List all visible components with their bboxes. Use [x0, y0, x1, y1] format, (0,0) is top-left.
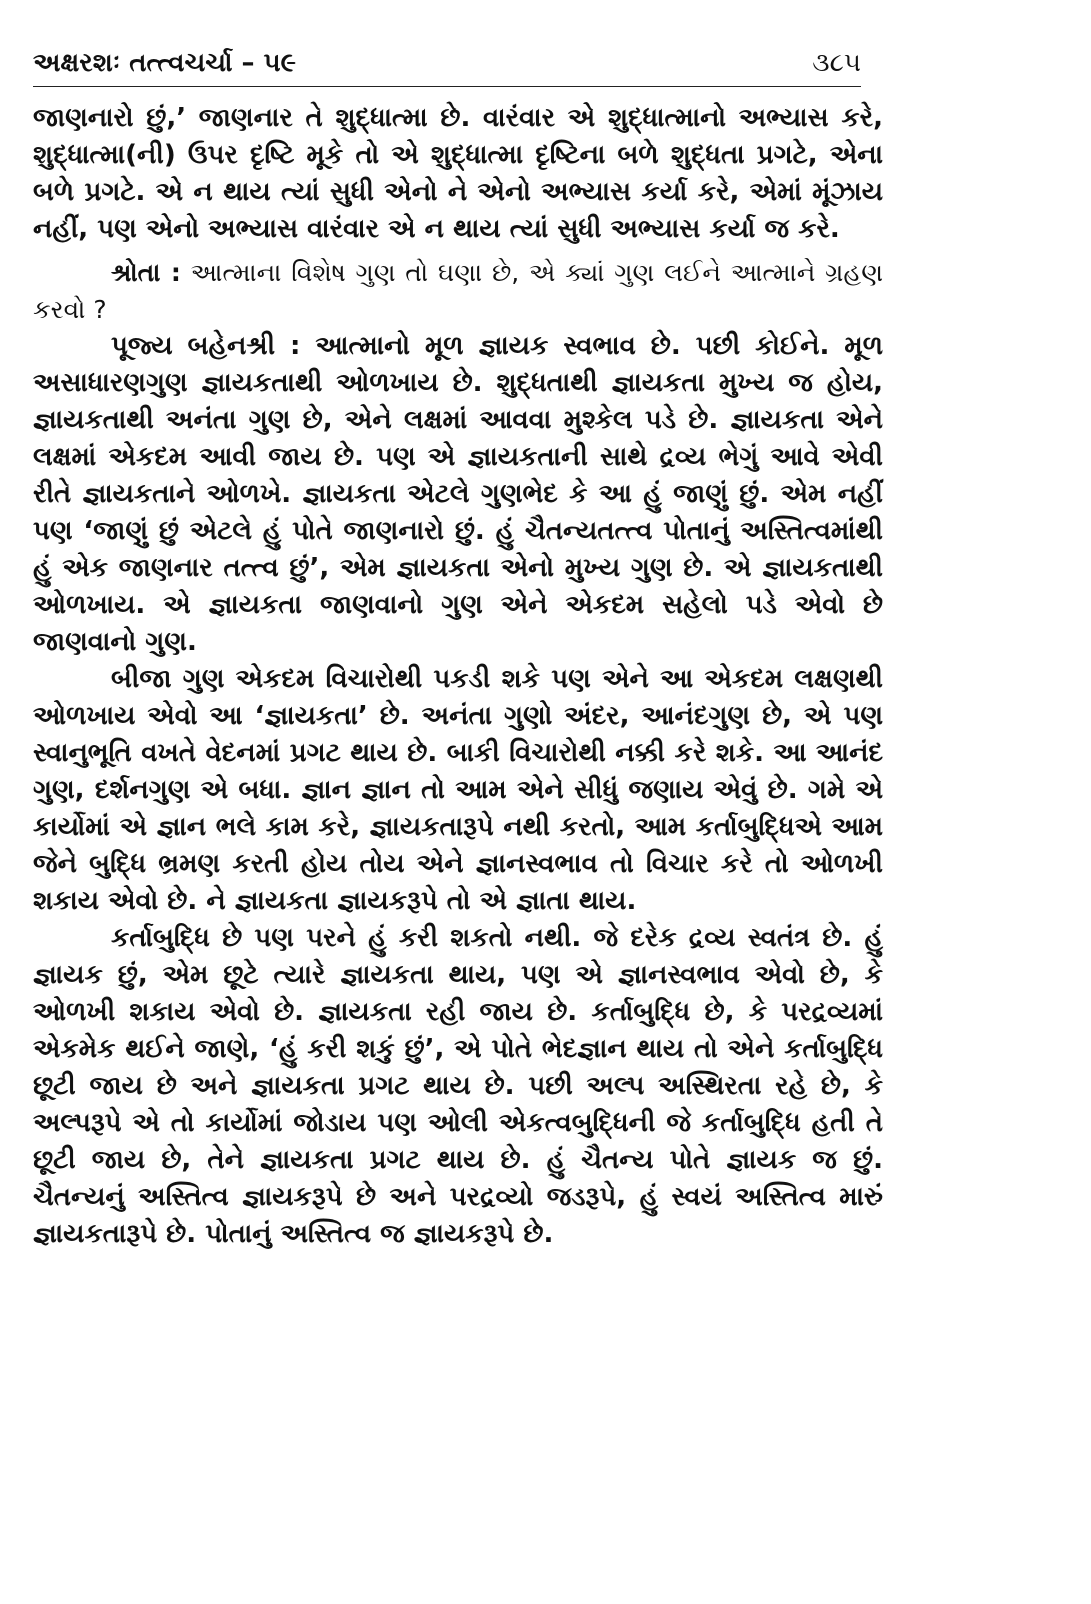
- header-title: અક્ષરશઃ તત્ત્વચર્ચા – ૫૯: [33, 48, 297, 78]
- paragraph: [33, 100, 883, 248]
- paragraph: [33, 920, 883, 1253]
- paragraph-text: આત્માના વિશેષ ગુણ તો ઘણા છે, એ ક્યાં ગુણ લઈને આત્માને ગ્રહણ કરવો ?: [33, 258, 883, 324]
- page-body: [33, 100, 883, 1253]
- question-paragraph: [33, 254, 883, 328]
- paragraph-text: બીજા ગુણ એકદમ વિચારોથી પકડી શકે પણ એને આ એકદમ લક્ષણથી ઓળખાય એવો આ ‘જ્ઞાયકતા’ છે. અનંતા ગુણો અંદર, આનંદગુણ છે, એ પણ સ્વાનુભૂતિ વખતે વેદનમાં પ્રગટ થાય છે. બાકી વિચારોથી નક્કી કરે શકે. આ આનંદ ગુણ, દર્શનગુણ એ બધા. જ્ઞાન જ્ઞાન તો આમ એને સીધું જણાય એવું છે. ગમે એ કાર્યોમાં એ જ્ઞાન ભલે કામ કરે, જ્ઞાયકતારૂપે નથી કરતો, આમ કર્તાબુદ્ધિએ આમ જેને બુદ્ધિ ભ્રમણ કરતી હોય તોય એને જ્ઞાનસ્વભાવ તો વિચાર કરે તો ઓળખી શકાય એવો છે. ને જ્ઞાયકતા જ્ઞાયકરૂપે તો એ જ્ઞાતા થાય.: [33, 664, 883, 916]
- paragraph-text: આત્માનો મૂળ જ્ઞાયક સ્વભાવ છે. પછી કોઈને. મૂળ અસાધારણગુણ જ્ઞાયકતાથી ઓળખાય છે. શુદ્ધતાથી જ્ઞાયકતા મુખ્ય જ હોય, જ્ઞાયકતાથી અનંતા ગુણ છે, એને લક્ષમાં આવવા મુશ્કેલ પડે છે. જ્ઞાયકતા એને લક્ષમાં એકદમ આવી જાય છે. પણ એ જ્ઞાયકતાની સાથે દ્રવ્ય ભેગું આવે એવી રીતે જ્ઞાયકતાને ઓળખે. જ્ઞાયકતા એટલે ગુણભેદ કે આ હું જાણું છું. એમ નહીં પણ ‘જાણું છું એટલે હું પોતે જાણનારો છું. હું ચૈતન્યતત્ત્વ પોતાનું અસ્તિત્વમાંથી હું એક જાણનાર તત્ત્વ છું’, એમ જ્ઞાયકતા એનો મુખ્ય ગુણ છે. એ જ્ઞાયકતાથી ઓળખાય. એ જ્ઞાયકતા જાણવાનો ગુણ એને એકદમ સહેલો પડે એવો છે જાણવાનો ગુણ.: [33, 331, 883, 657]
- page-number: ૩૮૫: [812, 48, 861, 78]
- answer-paragraph: [33, 328, 883, 661]
- running-header: [33, 46, 861, 87]
- speaker-label: શ્રોતા :: [111, 258, 181, 287]
- paragraph-text: જાણનારો છું,’ જાણનાર તે શુદ્ધાત્મા છે. વારંવાર એ શુદ્ધાત્માનો અભ્યાસ કરે, શુદ્ધાત્મા(ની) ઉપર દૃષ્ટિ મૂકે તો એ શુદ્ધાત્મા દૃષ્ટિના બળે શુદ્ધતા પ્રગટે, એના બળે પ્રગટે. એ ન થાય ત્યાં સુધી એનો ને એનો અભ્યાસ કર્યા કરે, એમાં મૂંઝાય નહીં, પણ એનો અભ્યાસ વારંવાર એ ન થાય ત્યાં સુધી અભ્યાસ કર્યા જ કરે.: [33, 103, 883, 244]
- paragraph-text: કર્તાબુદ્ધિ છે પણ પરને હું કરી શકતો નથી. જે દરેક દ્રવ્ય સ્વતંત્ર છે. હું જ્ઞાયક છું, એમ છૂટે ત્યારે જ્ઞાયકતા થાય, પણ એ જ્ઞાનસ્વભાવ એવો છે, કે ઓળખી શકાય એવો છે. જ્ઞાયકતા રહી જાય છે. કર્તાબુદ્ધિ છે, કે પરદ્રવ્યમાં એકમેક થઈને જાણે, ‘હું કરી શકું છું’, એ પોતે ભેદજ્ઞાન થાય તો એને કર્તાબુદ્ધિ છૂટી જાય છે અને જ્ઞાયકતા પ્રગટ થાય છે. પછી અલ્પ અસ્થિરતા રહે છે, કે અલ્પરૂપે એ તો કાર્યોમાં જોડાય પણ ઓલી એકત્વબુદ્ધિની જે કર્તાબુદ્ધિ હતી તે છૂટી જાય છે, તેને જ્ઞાયકતા પ્રગટ થાય છે. હું ચૈતન્ય પોતે જ્ઞાયક જ છું. ચૈતન્યનું અસ્તિત્વ જ્ઞાયકરૂપે છે અને પરદ્રવ્યો જડરૂપે, હું સ્વયં અસ્તિત્વ મારું જ્ઞાયકતારૂપે છે. પોતાનું અસ્તિત્વ જ જ્ઞાયકરૂપે છે.: [33, 923, 883, 1249]
- speaker-label: પૂજ્ય બહેનશ્રી :: [111, 331, 301, 361]
- paragraph: [33, 661, 883, 920]
